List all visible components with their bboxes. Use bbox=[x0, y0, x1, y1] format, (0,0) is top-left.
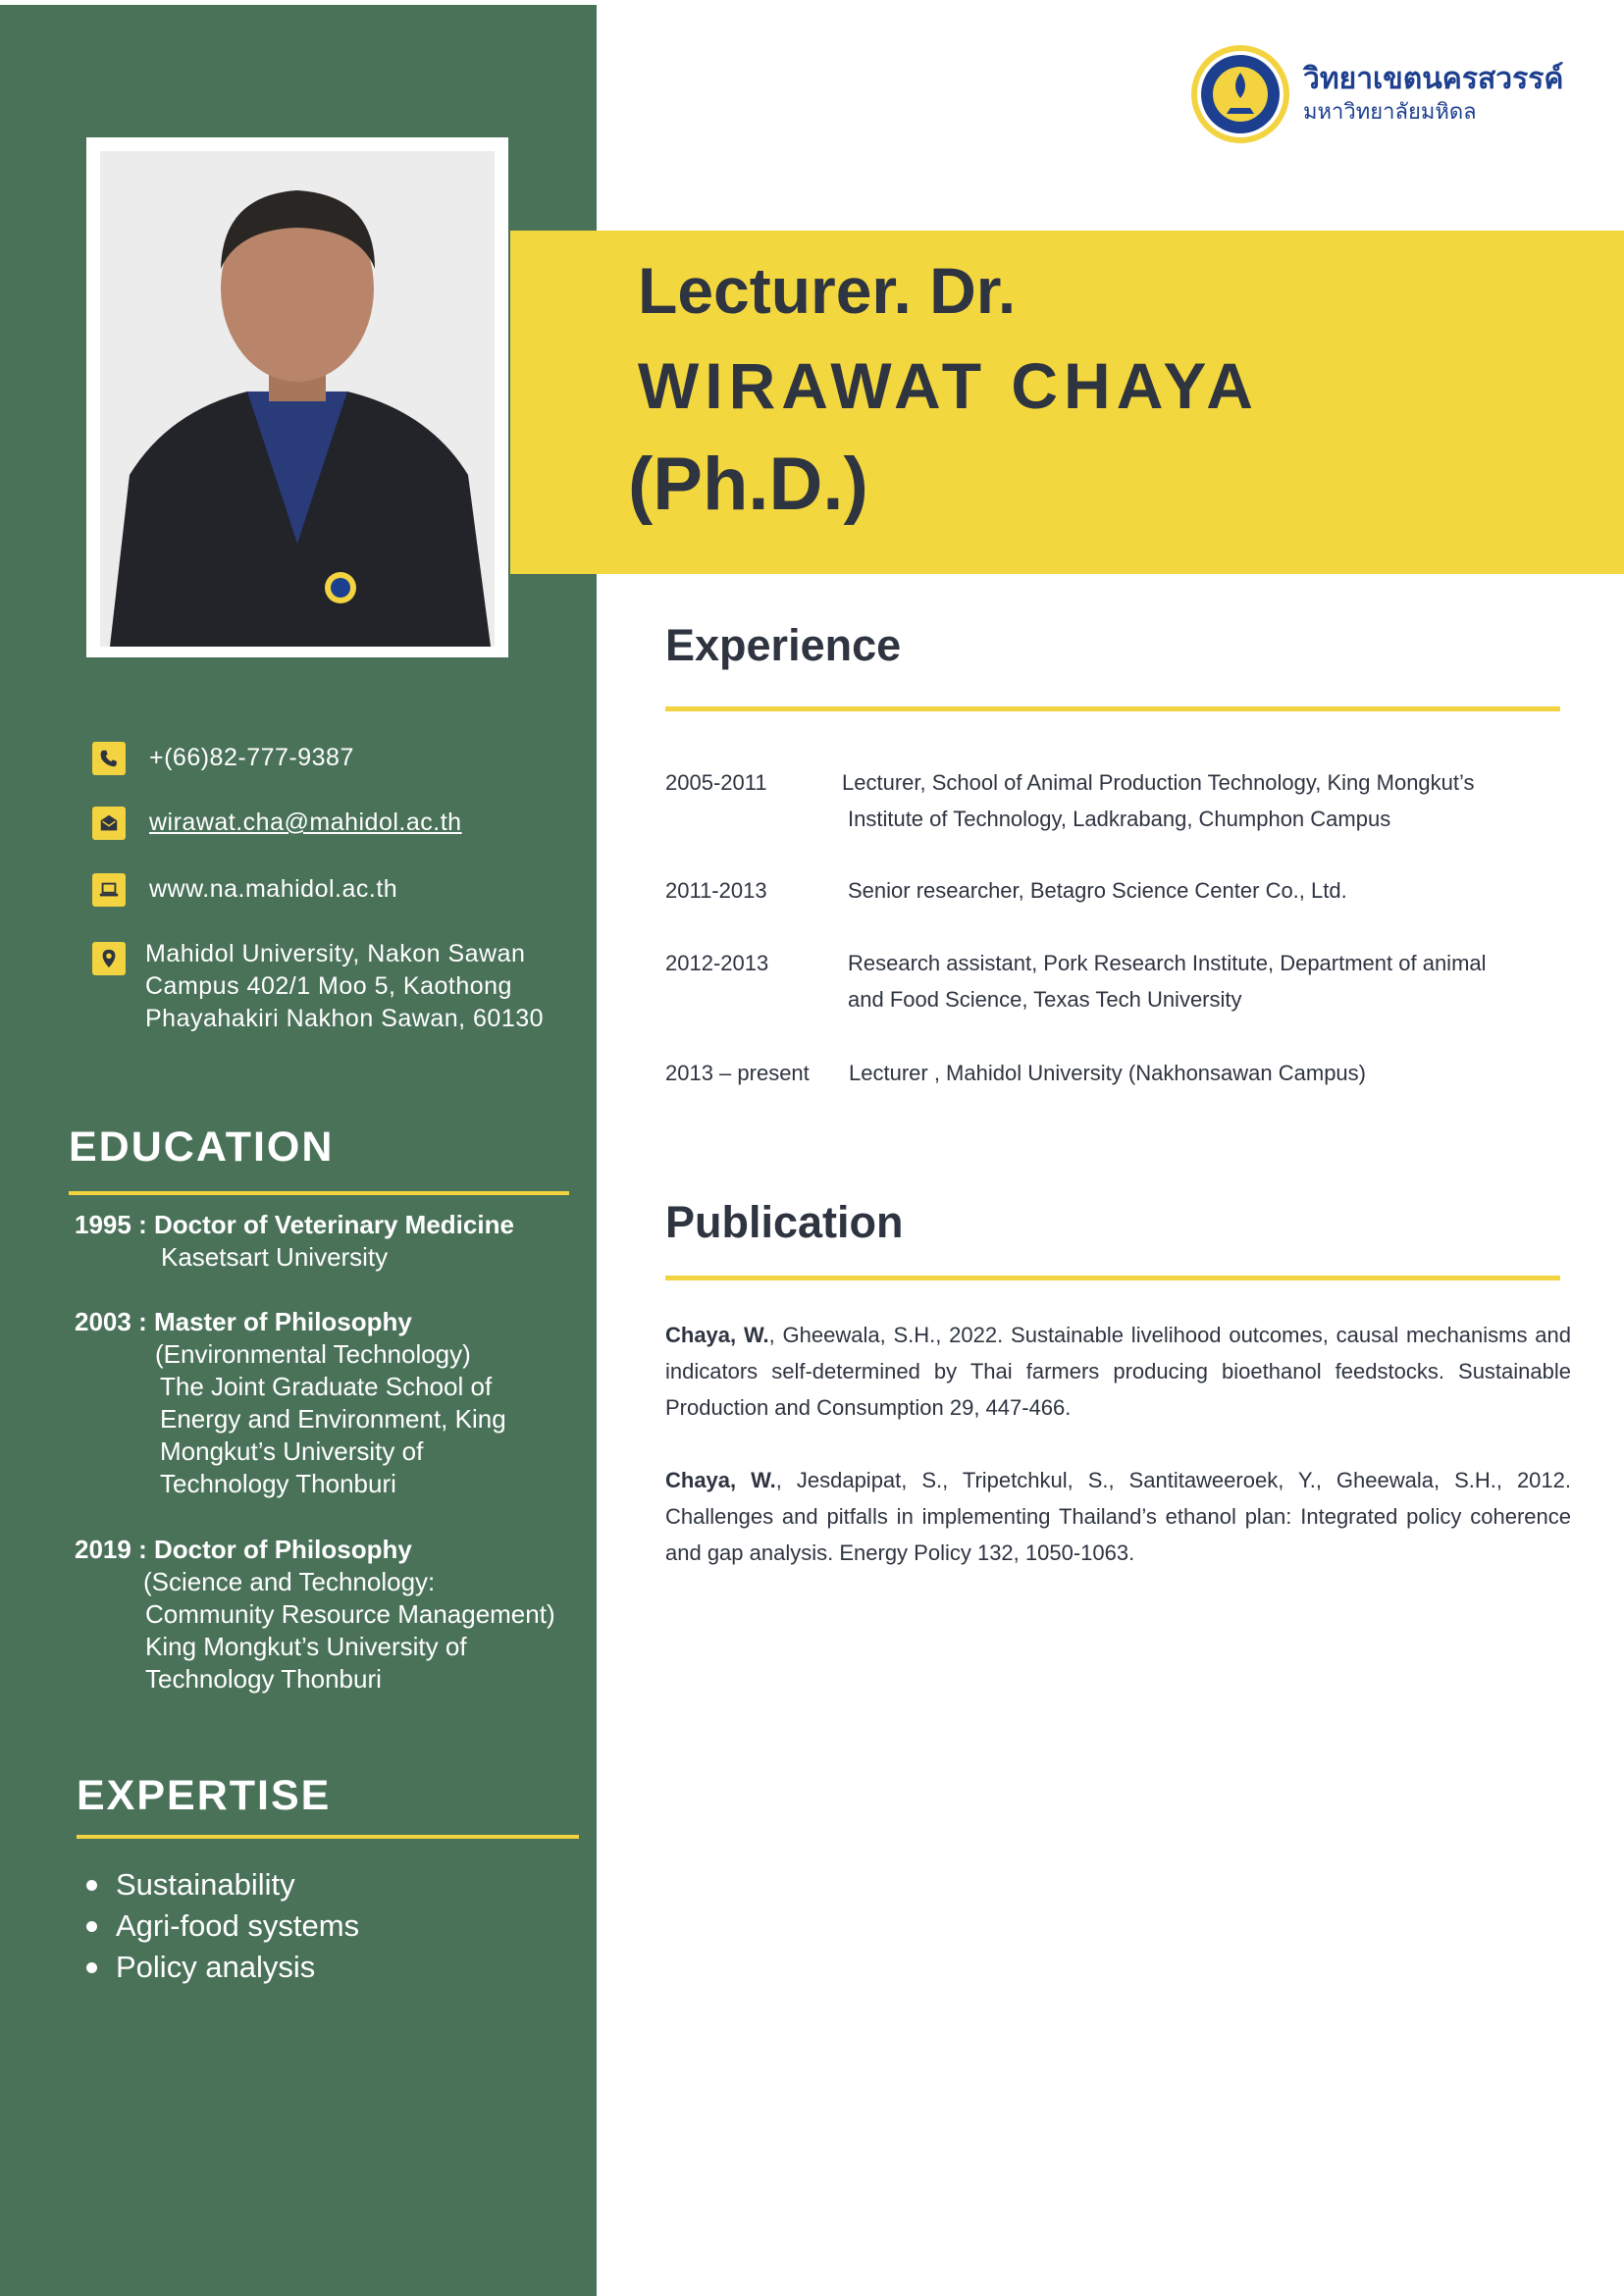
education-degree: 2003 : Master of Philosophy bbox=[75, 1307, 412, 1336]
experience-line: Lecturer, School of Animal Production Technology, King Mongkut’s bbox=[842, 770, 1475, 795]
education-degree: 1995 : Doctor of Veterinary Medicine bbox=[75, 1210, 514, 1239]
education-item bbox=[75, 1306, 506, 1500]
experience-description bbox=[848, 945, 1603, 1018]
profile-photo bbox=[100, 151, 495, 647]
profile-photo-frame bbox=[86, 137, 508, 657]
experience-period: 2005-2011 bbox=[665, 770, 767, 795]
experience-line: Institute of Technology, Ladkrabang, Chumphon Campus bbox=[848, 807, 1391, 831]
experience-description bbox=[842, 764, 1598, 837]
publication-citation: , Gheewala, S.H., 2022. Sustainable livelihood outcomes, causal mechanisms and indicators self-determined by Thai farmers producing bioethanol feedstocks. Sustainable Production and Consumption 29, 447-466. bbox=[665, 1323, 1571, 1420]
experience-line: Senior researcher, Betagro Science Center Co., Ltd. bbox=[848, 878, 1347, 903]
phone-number: +(66)82-777-9387 bbox=[149, 744, 354, 771]
contact-website[interactable] bbox=[92, 873, 397, 907]
contact-email[interactable] bbox=[92, 807, 462, 840]
education-detail: (Environmental Technology) bbox=[155, 1339, 471, 1369]
website-link[interactable]: www.na.mahidol.ac.th bbox=[149, 875, 398, 903]
publication-heading: Publication bbox=[665, 1197, 904, 1247]
expertise-divider bbox=[77, 1835, 579, 1839]
experience-line: Lecturer , Mahidol University (Nakhonsawan Campus) bbox=[849, 1061, 1366, 1085]
education-item bbox=[75, 1209, 514, 1274]
address-line: Phayahakiri Nakhon Sawan, 60130 bbox=[145, 1005, 545, 1032]
expertise-item: Policy analysis bbox=[86, 1947, 359, 1988]
education-detail: Mongkut’s University of bbox=[160, 1436, 424, 1466]
address-line: Campus 402/1 Moo 5, Kaothong bbox=[145, 972, 512, 1000]
education-detail: Technology Thonburi bbox=[145, 1664, 382, 1694]
university-seal-icon bbox=[1189, 43, 1291, 145]
education-detail: Energy and Environment, King bbox=[160, 1404, 506, 1434]
experience-period: 2011-2013 bbox=[665, 878, 767, 903]
expertise-heading: EXPERTISE bbox=[77, 1772, 332, 1819]
publication-citation: , Jesdapipat, S., Tripetchkul, S., Santitaweeroek, Y., Gheewala, S.H., 2012. Challenges and pitfalls in implementing Thailand’s ethanol plan: Integrated policy coherence and gap analysis. Energy Policy 132, 1050-1063. bbox=[665, 1468, 1571, 1565]
experience-period: 2012-2013 bbox=[665, 951, 769, 975]
university-logo bbox=[1189, 43, 1563, 145]
education-detail: The Joint Graduate School of bbox=[160, 1372, 493, 1401]
experience-description bbox=[849, 1055, 1604, 1091]
publication-divider bbox=[665, 1276, 1560, 1280]
expertise-item: Agri-food systems bbox=[86, 1905, 359, 1947]
contact-address bbox=[92, 938, 544, 1035]
experience-heading: Experience bbox=[665, 620, 902, 670]
logo-subtitle: มหาวิทยาลัยมหิดล bbox=[1303, 99, 1477, 124]
laptop-icon bbox=[92, 873, 126, 907]
education-detail: Technology Thonburi bbox=[160, 1469, 396, 1498]
education-detail: King Mongkut’s University of bbox=[145, 1632, 467, 1661]
experience-line: Research assistant, Pork Research Institute, Department of animal bbox=[848, 951, 1487, 975]
email-link[interactable]: wirawat.cha@mahidol.ac.th bbox=[149, 809, 462, 836]
phone-icon bbox=[92, 742, 126, 775]
logo-title: วิทยาเขตนครสวรรค์ bbox=[1303, 63, 1564, 95]
publication-author: Chaya, W. bbox=[665, 1468, 776, 1492]
title-rank: Lecturer. Dr. bbox=[638, 254, 1017, 327]
education-divider bbox=[69, 1191, 569, 1195]
experience-divider bbox=[665, 706, 1560, 711]
experience-line: and Food Science, Texas Tech University bbox=[848, 987, 1242, 1012]
contact-phone bbox=[92, 742, 354, 775]
publication-item bbox=[665, 1462, 1571, 1571]
mail-icon bbox=[92, 807, 126, 840]
expertise-list bbox=[86, 1864, 359, 1988]
experience-description bbox=[848, 872, 1603, 909]
expertise-item: Sustainability bbox=[86, 1864, 359, 1905]
education-degree: 2019 : Doctor of Philosophy bbox=[75, 1535, 412, 1564]
location-pin-icon bbox=[92, 942, 126, 975]
education-item bbox=[75, 1534, 555, 1696]
education-detail: (Science and Technology: bbox=[143, 1567, 436, 1596]
title-degree: (Ph.D.) bbox=[628, 443, 868, 526]
experience-period: 2013 – present bbox=[665, 1061, 810, 1085]
education-heading: EDUCATION bbox=[69, 1123, 335, 1171]
publication-author: Chaya, W. bbox=[665, 1323, 769, 1347]
education-institution: Kasetsart University bbox=[161, 1242, 389, 1272]
address-line: Mahidol University, Nakon Sawan bbox=[145, 940, 526, 967]
address-text bbox=[145, 938, 544, 1035]
title-name: WIRAWAT CHAYA bbox=[638, 349, 1259, 422]
publication-item bbox=[665, 1317, 1571, 1426]
education-detail: Community Resource Management) bbox=[145, 1599, 555, 1629]
